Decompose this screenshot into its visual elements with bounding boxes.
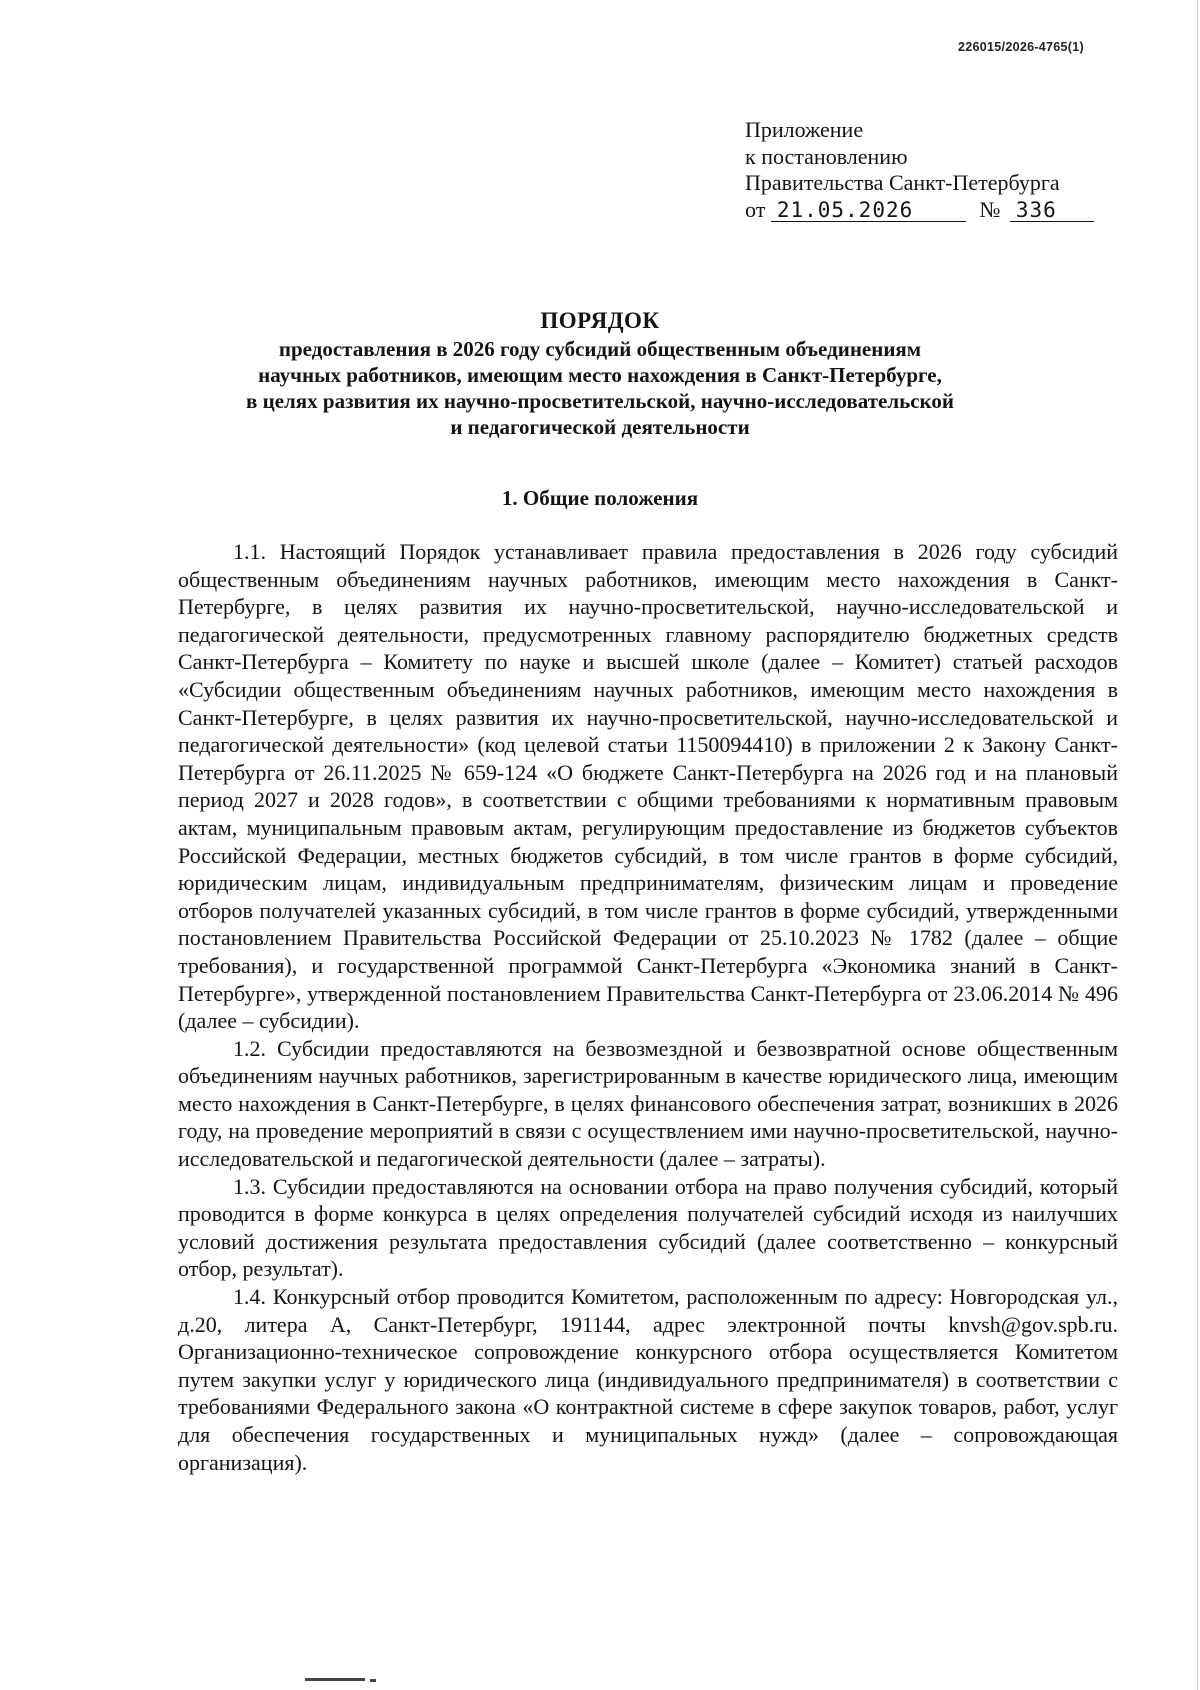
date-prefix: от xyxy=(745,196,766,222)
scan-artifact-mark xyxy=(305,1678,365,1681)
subtitle-line: в целях развития их научно-просветительской, научно-исследовательской xyxy=(246,389,954,413)
document-registration-number: 226015/2026-4765(1) xyxy=(958,40,1084,54)
subtitle-line: предоставления в 2026 году субсидий общественным объединениям xyxy=(278,337,922,361)
subtitle-line: научных работников, имеющим место нахождения в Санкт-Петербурге, xyxy=(258,363,942,387)
paragraph-1-2: 1.2. Субсидии предоставляются на безвозмездной и безвозвратной основе общественным объединениям научных работников, зарегистрированным в качестве юридического лица, имеющим место нахождения в Санкт-Петербурге, в целях финансового обеспечения затрат, возникших в 2026 году, на проведение мероприятий в связи с осуществлением ими научно-просветительской, научно-исследовательской и педагогической деятельности (далее – затраты). xyxy=(178,1035,1118,1172)
paragraph-1-3: 1.3. Субсидии предоставляются на основании отбора на право получения субсидий, который проводится в форме конкурса в целях определения получателей субсидий исходя из наилучших условий достижения результата предоставления субсидий (далее соответственно – конкурсный отбор, результат). xyxy=(178,1173,1118,1282)
appendix-line-1: Приложение xyxy=(745,117,864,142)
decree-number: 336 xyxy=(1010,199,1094,222)
scan-edge-line xyxy=(1197,0,1198,1690)
paragraph-1-4: 1.4. Конкурсный отбор проводится Комитетом, расположенным по адресу: Новгородская ул., д.20, литера А, Санкт-Петербург, 191144, адрес электронной почты knvsh@gov.spb.ru. Организационно-техническое сопровождение конкурсного отбора осуществляется Комитетом путем закупки услуг у юридического лица (индивидуального предпринимателя) в соответствии с требованиями Федерального закона «О контрактной системе в сфере закупок товаров, работ, услуг для обеспечения государственных и муниципальных нужд» (далее – сопровождающая организация). xyxy=(178,1284,1118,1475)
appendix-block xyxy=(745,117,1105,223)
document-body xyxy=(178,538,1118,1476)
paragraph-1-1: 1.1. Настоящий Порядок устанавливает правила предоставления в 2026 году субсидий общественным объединениям научных работников, имеющим место нахождения в Санкт-Петербурге, в целях развития их научно-просветительской, научно-исследовательской и педагогической деятельности, предусмотренных главному распорядителю бюджетных средств Санкт-Петербурга – Комитету по науке и высшей школе (далее – Комитет) статьей расходов «Субсидии общественным объединениям научных работников, имеющим место нахождения в Санкт-Петербурге, в целях развития их научно-просветительской, научно-исследовательской и педагогической деятельности» (код целевой статьи 1150094410) в приложении 2 к Закону Санкт-Петербурга от 26.11.2025 № 659-124 «О бюджете Санкт-Петербурга на 2026 год и на плановый период 2027 и 2028 годов», в соответствии с общими требованиями к нормативным правовым актам, муниципальным правовым актам, регулирующим предоставление из бюджетов субъектов Российской Федерации, местных бюджетов субсидий, в том числе грантов в форме субсидий, юридическим лицам, индивидуальным предпринимателям, физическим лицам и проведение отборов получателей указанных субсидий, в том числе грантов в форме субсидий, утвержденными постановлением Правительства Российской Федерации от 25.10.2023 № 1782 (далее – общие требования), и государственной программой Санкт-Петербурга «Экономика знаний в Санкт-Петербурге», утвержденной постановлением Правительства Санкт-Петербурга от 23.06.2014 № 496 (далее – субсидии). xyxy=(178,539,1118,1034)
document-title: ПОРЯДОК xyxy=(540,308,660,333)
decree-date: 21.05.2026 xyxy=(771,199,966,222)
appendix-date-row xyxy=(745,197,1105,224)
document-heading xyxy=(160,308,1040,440)
section-title: 1. Общие положения xyxy=(501,486,699,510)
number-sign: № xyxy=(979,196,1001,222)
appendix-line-3: Правительства Санкт-Петербурга xyxy=(745,170,1060,195)
appendix-line-2: к постановлению xyxy=(745,143,908,169)
subtitle-line: и педагогической деятельности xyxy=(450,415,750,439)
scan-artifact-mark xyxy=(370,1679,376,1682)
